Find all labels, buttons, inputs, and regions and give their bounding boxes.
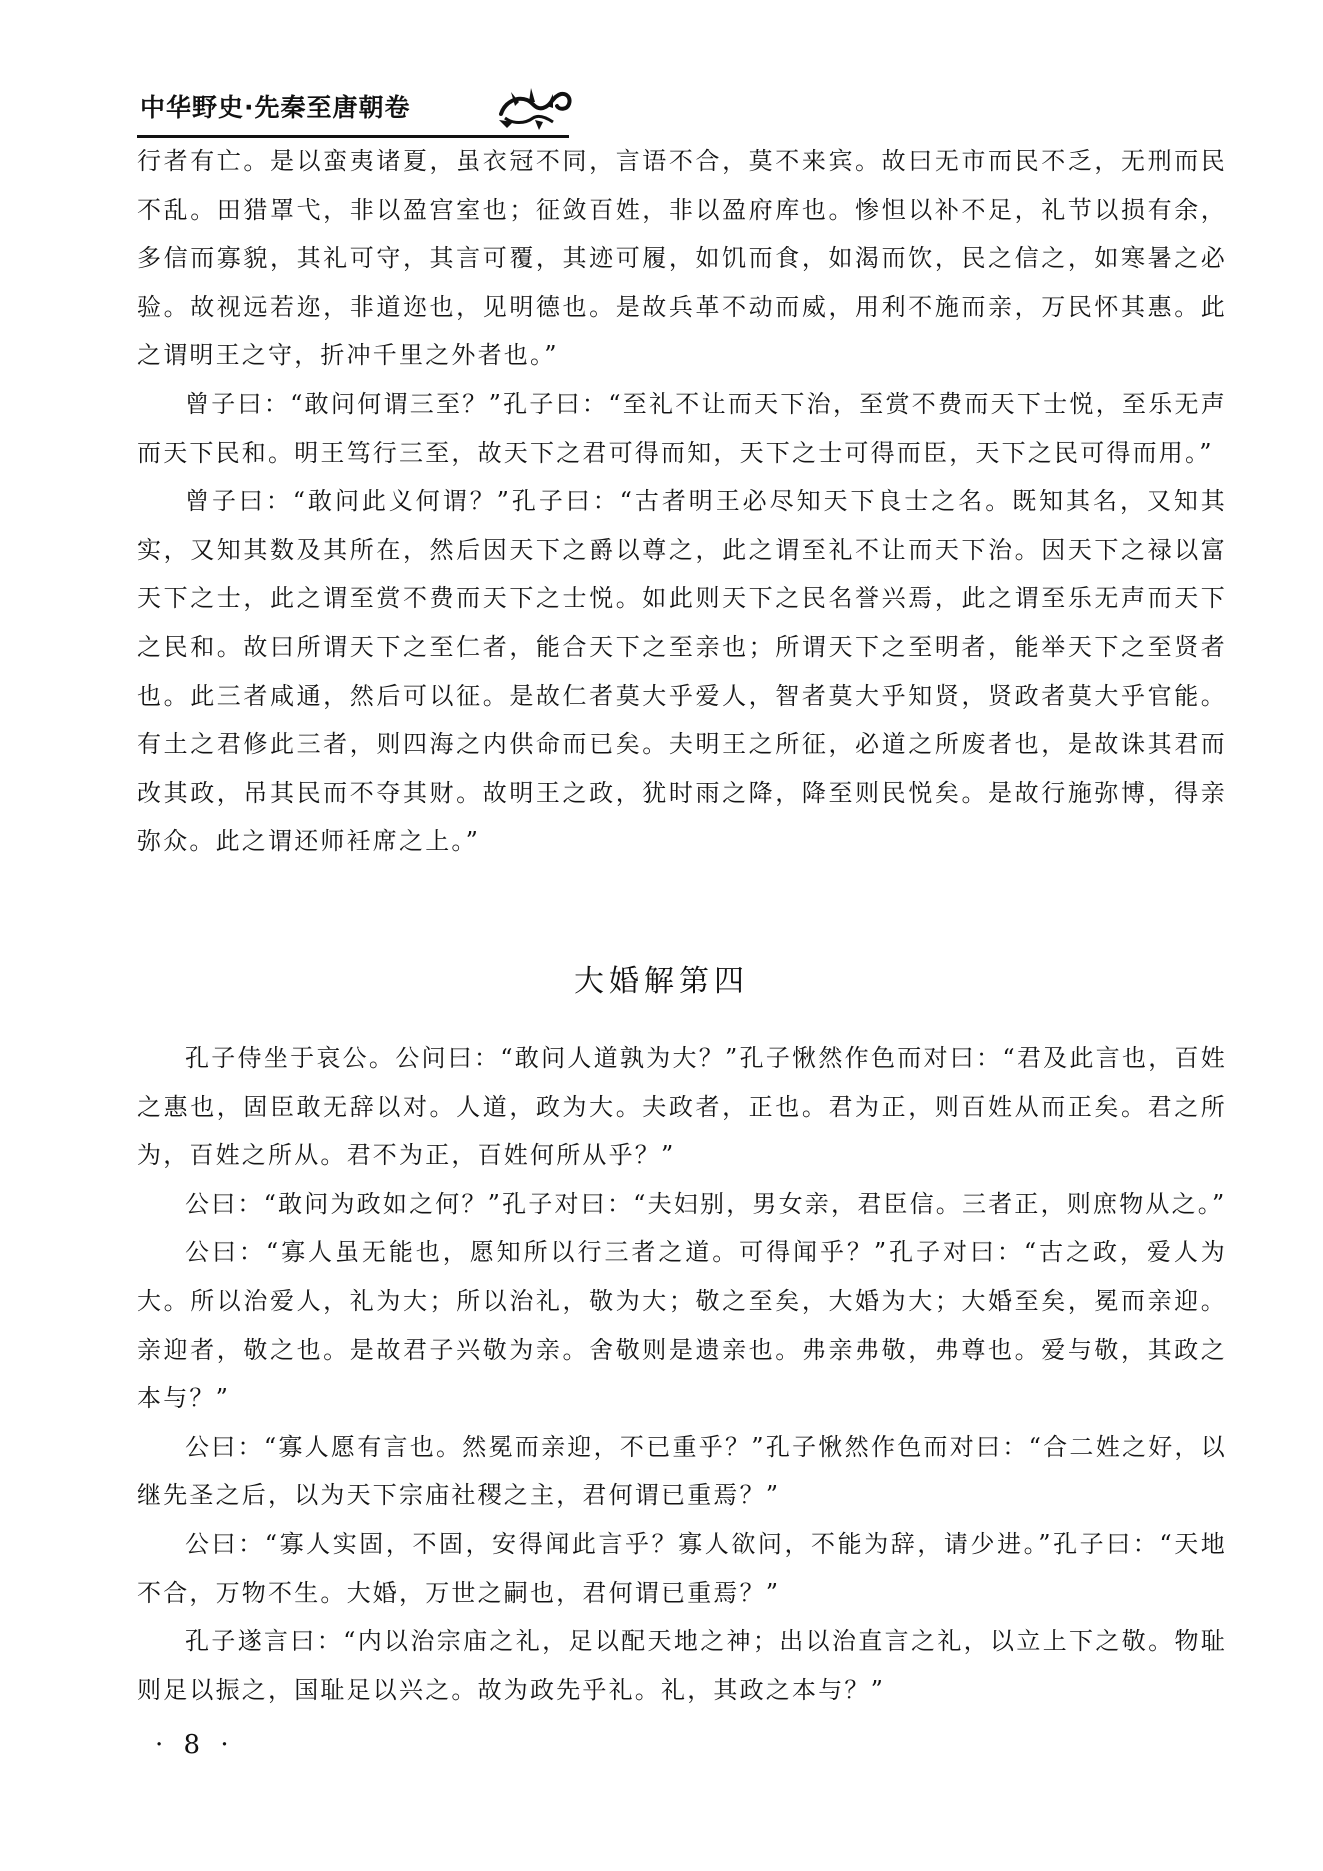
paragraph: 曾子曰：“敢问此义何谓？”孔子曰：“古者明王必尽知天下良士之名。既知其名，又知其实，又知其数及其所在，然后因天下之爵以尊之，此之谓至礼不让而天下治。因天下之禄以富天下之士，此之谓至赏不费而天下之士悦。如此则天下之民名誉兴焉，此之谓至乐无声而天下之民和。故曰所谓天下之至仁者，能合天下之至亲也；所谓天下之至明者，能举天下之至贤者也。此三者咸通，然后可以征。是故仁者莫大乎爱人，智者莫大乎知贤，贤政者莫大乎官能。有土之君修此三者，则四海之内供命而已矣。夫明王之所征，必道之所废者也，是故诛其君而改其政，吊其民而不夺其财。故明王之政，犹时雨之降，降至则民悦矣。是故行施弥博，得亲弥众。此之谓还师衽席之上。” — [137, 487, 1227, 856]
running-header — [140, 90, 570, 138]
running-header-title: 中华野史·先秦至唐朝卷 — [140, 93, 411, 122]
section-heading: 大婚解第四 — [574, 964, 749, 999]
paragraph: 孔子侍坐于哀公。公问曰：“敢问人道孰为大？”孔子愀然作色而对曰：“君及此言也，百姓之惠也，固臣敢无辞以对。人道，政为大。夫政者，正也。君为正，则百姓从而正矣。君之所为，百姓之所从。君不为正，百姓何所从乎？” — [137, 1044, 1227, 1170]
paragraph: 公曰：“寡人愿有言也。然冕而亲迎，不已重乎？”孔子愀然作色而对曰：“合二姓之好，以继先圣之后，以为天下宗庙社稷之主，君何谓已重焉？” — [137, 1432, 1227, 1510]
paragraph: 曾子曰：“敢问何谓三至？”孔子曰：“至礼不让而天下治，至赏不费而天下士悦，至乐无声而天下民和。明王笃行三至，故天下之君可得而知，天下之士可得而臣，天下之民可得而用。” — [137, 389, 1227, 467]
paragraph: 公曰：“寡人实固，不固，安得闻此言乎？寡人欲问，不能为辞，请少进。”孔子曰：“天地不合，万物不生。大婚，万世之嗣也，君何谓已重焉？” — [137, 1529, 1227, 1607]
paragraph: 孔子遂言曰：“内以治宗庙之礼，足以配天地之神；出以治直言之礼，以立上下之敬。物耻则足以振之，国耻足以兴之。故为政先乎礼。礼，其政之本与？” — [137, 1627, 1227, 1704]
paragraph: 公曰：“敢问为政如之何？”孔子对曰：“夫妇别，男女亲，君臣信。三者正，则庶物从之。” — [185, 1189, 1227, 1218]
paragraph: 行者有亡。是以蛮夷诸夏，虽衣冠不同，言语不合，莫不来宾。故曰无市而民不乏，无刑而民不乱。田猎罩弋，非以盈宫室也；征敛百姓，非以盈府库也。惨怛以补不足，礼节以损有余，多信而寡貌，其礼可守，其言可覆，其迹可履，如饥而食，如渴而饮，民之信之，如寒暑之必验。故视远若迩，非道迩也，见明德也。是故兵革不动而威，用利不施而亲，万民怀其惠。此之谓明王之守，折冲千里之外者也。” — [137, 147, 1227, 370]
upper-text-block — [137, 137, 1227, 866]
dragon-emblem-icon — [495, 84, 575, 132]
paragraph: 公曰：“寡人虽无能也，愿知所以行三者之道。可得闻乎？”孔子对曰：“古之政，爱人为大。所以治爱人，礼为大；所以治礼，敬为大；敬之至矣，大婚为大；大婚至矣，冕而亲迎。亲迎者，敬之也。是故君子兴敬为亲。舍敬则是遗亲也。弗亲弗敬，弗尊也。爱与敬，其政之本与？” — [137, 1238, 1227, 1413]
page-number: · 8 · — [155, 1730, 235, 1760]
lower-text-block — [137, 1034, 1227, 1714]
